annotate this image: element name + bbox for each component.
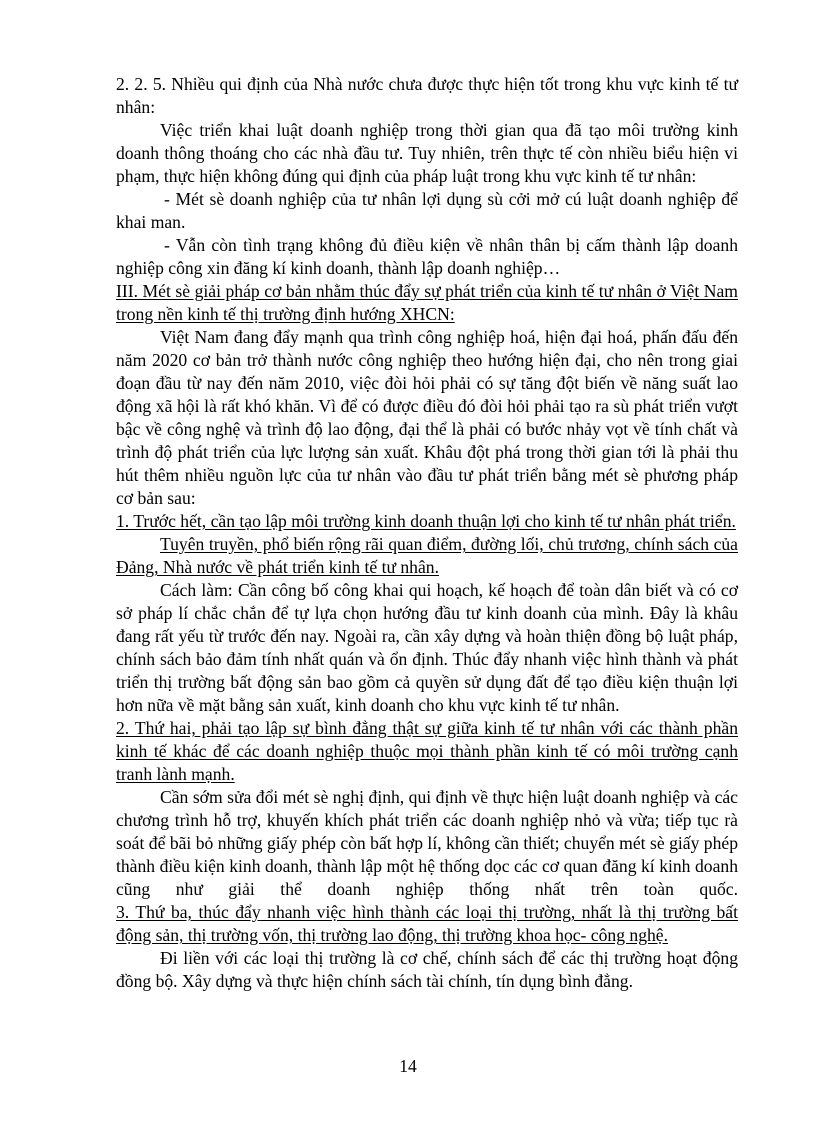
bullet-false-declaration: - Mét sè doanh nghiệp của tư nhân lợi dụng sù cởi mở cú luật doanh nghiệp để khai man. <box>116 189 738 232</box>
paragraph-market-policy: Đi liền với các loại thị trường là cơ chế, chính sách để các thị trường hoạt động đồng bộ. Xây dựng và thực hiện chính sách tài chính, tín dụng bình đẳng. <box>116 948 738 991</box>
paragraph-decree-revision: Cần sớm sửa đổi mét sè nghị định, qui định về thực hiện luật doanh nghiệp và các chương trình hỗ trợ, khuyến khích phát triển các doanh nghiệp nhỏ và vừa; tiếp tục rà soát để bãi bỏ những giấy phép còn bất hợp lí, không cần thiết; chuyển mét sè giấy phép thành điều kiện kinh doanh, thành lập một hệ thống dọc các cơ quan đăng kí kinh doanh cũng như giải thể doanh nghiệp thống nhất trên toàn quốc. <box>116 787 738 899</box>
section-heading-iii: III. Mét sè giải pháp cơ bản nhằm thúc đẩy sự phát triển của kinh tế tư nhân ở Việt Nam trong nền kinh tế thị trường định hướng XHCN: <box>116 281 738 324</box>
solution-heading-3: 3. Thứ ba, thúc đẩy nhanh việc hình thành các loại thị trường, nhất là thị trường bất động sản, thị trường vốn, thị trường lao động, thị trường khoa học- công nghệ. <box>116 902 738 945</box>
paragraph-law-implementation: Việc triển khai luật doanh nghiệp trong thời gian qua đã tạo môi trường kinh doanh thông thoáng cho các nhà đầu tư. Tuy nhiên, trên thực tế còn nhiều biểu hiện vi phạm, thực hiện không đúng qui định của pháp luật trong khu vực kinh tế tư nhân: <box>116 120 738 186</box>
paragraph-industrialization: Việt Nam đang đẩy mạnh qua trình công nghiệp hoá, hiện đại hoá, phấn đấu đến năm 2020 cơ bản trở thành nước công nghiệp theo hướng hiện đại, cho nên trong giai đoạn đầu từ nay đến năm 2010, việc đòi hỏi phải có sự tăng đột biến về năng suất lao động xã hội là rất khó khăn. Vì để có được điều đó đòi hỏi phải tạo ra sù phát triển vượt bậc về công nghệ và trình độ lao động, đại thể là phải có bước nhảy vọt về tính chất và trình độ phát triển của lực lượng sản xuất. Khâu đột phá trong thời gian tới là phải thu hút thêm nhiều nguồn lực của tư nhân vào đầu tư phát triển bằng mét sè phương pháp cơ bản sau: <box>116 327 738 508</box>
page-number: 14 <box>399 1056 417 1076</box>
paragraph-method: Cách làm: Cần công bố công khai qui hoạch, kế hoạch để toàn dân biết và có cơ sở pháp lí chắc chắn để tự lựa chọn hướng đầu tư kinh doanh của mình. Đây là khâu đang rất yếu từ trước đến nay. Ngoài ra, cần xây dựng và hoàn thiện đồng bộ luật pháp, chính sách bảo đảm tính nhất quán và ổn định. Thúc đẩy nhanh việc hình thành và phát triển thị trường bất động sản bao gồm cả quyền sử dụng đất để tạo điều kiện thuận lợi hơn nữa về mặt bằng sản xuất, kinh doanh cho khu vực kinh tế tư nhân. <box>116 580 738 715</box>
bullet-ineligible-registration: - Vẫn còn tình trạng không đủ điều kiện về nhân thân bị cấm thành lập doanh nghiệp công xin đăng kí kinh doanh, thành lập doanh nghiệp… <box>116 235 738 278</box>
solution-heading-1: 1. Trước hết, cần tạo lập môi trường kinh doanh thuận lợi cho kinh tế tư nhân phát triển. <box>116 511 736 531</box>
section-heading-2-2-5: 2. 2. 5. Nhiều qui định của Nhà nước chưa được thực hiện tốt trong khu vực kinh tế tư nhân: <box>116 74 738 117</box>
solution-heading-2: 2. Thứ hai, phải tạo lập sự bình đẳng thật sự giữa kinh tế tư nhân với các thành phần kinh tế khác để các doanh nghiệp thuộc mọi thành phần kinh tế có môi trường cạnh tranh lành mạnh. <box>116 718 738 784</box>
page-body <box>116 73 738 993</box>
paragraph-propaganda: Tuyên truyền, phổ biến rộng rãi quan điểm, đường lối, chủ trương, chính sách của Đảng, Nhà nước về phát triển kinh tế tư nhân. <box>116 534 738 577</box>
